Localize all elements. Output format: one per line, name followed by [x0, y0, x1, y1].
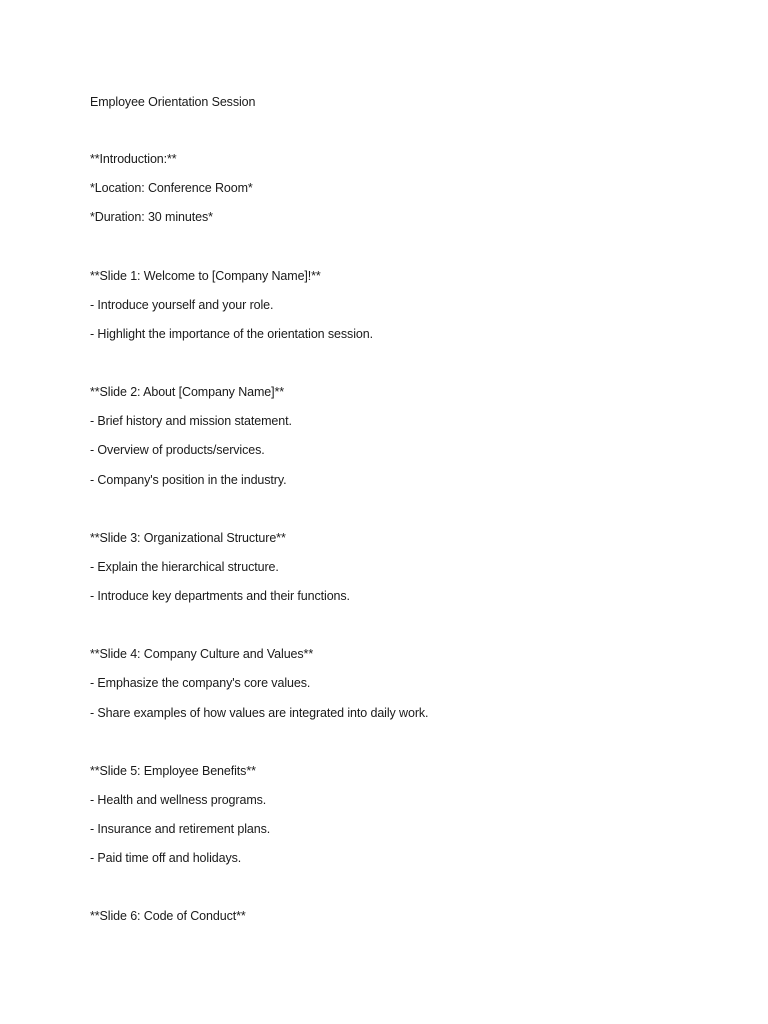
slide-1-bullet: - Introduce yourself and your role. — [90, 298, 274, 312]
slide-2-heading: **Slide 2: About [Company Name]** — [90, 385, 285, 399]
slide-5-bullet: - Health and wellness programs. — [90, 793, 267, 807]
slide-2-bullet: - Overview of products/services. — [90, 443, 265, 457]
slide-3-heading: **Slide 3: Organizational Structure** — [90, 531, 286, 545]
slide-4-bullet: - Emphasize the company's core values. — [90, 676, 311, 690]
introduction-duration: *Duration: 30 minutes* — [90, 210, 213, 224]
slide-6-heading: **Slide 6: Code of Conduct** — [90, 909, 246, 923]
slide-2-bullet: - Company's position in the industry. — [90, 473, 287, 487]
slide-3-bullet: - Explain the hierarchical structure. — [90, 560, 279, 574]
slide-5-bullet: - Paid time off and holidays. — [90, 851, 242, 865]
slide-1-bullet: - Highlight the importance of the orientation session. — [90, 327, 373, 341]
slide-2-bullet: - Brief history and mission statement. — [90, 414, 292, 428]
slide-5-bullet: - Insurance and retirement plans. — [90, 822, 271, 836]
slide-3-bullet: - Introduce key departments and their functions. — [90, 589, 350, 603]
introduction-location: *Location: Conference Room* — [90, 181, 253, 195]
introduction-heading: **Introduction:** — [90, 152, 177, 166]
slide-4-bullet: - Share examples of how values are integrated into daily work. — [90, 706, 429, 720]
slide-1-heading: **Slide 1: Welcome to [Company Name]!** — [90, 269, 321, 283]
slide-5-heading: **Slide 5: Employee Benefits** — [90, 764, 256, 778]
document-title: Employee Orientation Session — [90, 95, 256, 109]
slide-4-heading: **Slide 4: Company Culture and Values** — [90, 647, 314, 661]
